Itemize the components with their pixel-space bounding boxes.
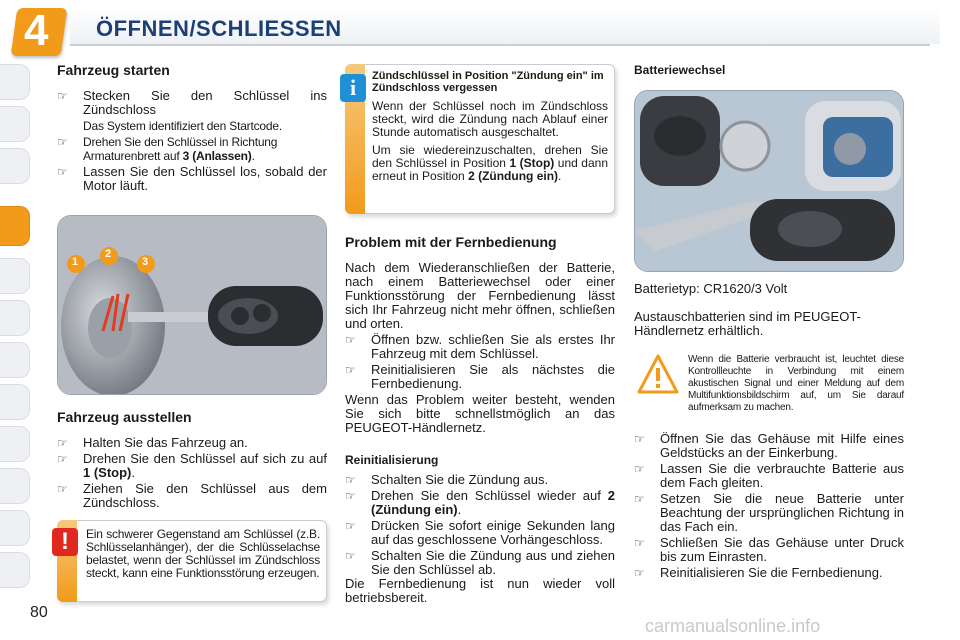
side-tab-9[interactable] [0, 426, 30, 462]
info-icon: i [340, 74, 366, 102]
problem-section [345, 235, 615, 605]
exclamation-icon: ! [52, 528, 78, 556]
battery-step-3: ☞ Setzen Sie die neue Batterie unter Beachtung der ursprünglichen Richtung in das Fach ein. [634, 491, 904, 534]
hand-pointer-icon: ☞ [345, 473, 356, 487]
problem-heading: Problem mit der Fernbedienung [345, 234, 557, 250]
reinit-bullet-1: ☞ Schalten Sie die Zündung aus. [345, 472, 549, 487]
reinit-bullet-4: ☞ Schalten Sie die Zündung aus und ziehen Sie den Schlüssel ab. [345, 548, 615, 577]
battery-step-1: ☞ Öffnen Sie das Gehäuse mit Hilfe eines Geldstücks an der Einkerbung. [634, 431, 904, 460]
battery-step-5: ☞ Reinitialisieren Sie die Fernbedienung. [634, 565, 883, 580]
battery-illustration [635, 91, 904, 272]
reinit-bullet-2: ☞ Drehen Sie den Schlüssel wieder auf 2 (Zündung ein). [345, 488, 615, 517]
side-tab-1[interactable] [0, 64, 30, 100]
start-bullet-2: ☞ Drehen Sie den Schlüssel in Richtung Armaturenbrett auf 3 (Anlassen). [57, 135, 278, 163]
hand-pointer-icon: ☞ [57, 482, 68, 496]
battery-steps [634, 430, 904, 580]
problem-bullet-2: ☞ Reinitialisieren Sie als nächstes die Fernbedienung. [345, 362, 615, 391]
side-tab-11[interactable] [0, 510, 30, 546]
start-bullet-1: ☞ Stecken Sie den Schlüssel ins Zündschloss [57, 88, 327, 117]
hand-pointer-icon: ☞ [57, 436, 68, 450]
reinit-heading: Reinitialisierung [345, 453, 439, 467]
side-tab-5[interactable] [0, 258, 30, 294]
warning-text: Ein schwerer Gegenstand am Schlüssel (z.B. Schlüsselanhänger), der die Schlüsselachse belastet, wenn der Schlüssel im Zündschloss steckt, kann eine Funktionsstörung erzeugen. [86, 527, 320, 580]
hand-pointer-icon: ☞ [57, 89, 68, 103]
side-tab-active[interactable] [0, 206, 30, 246]
hand-pointer-icon: ☞ [345, 363, 356, 377]
hand-pointer-icon: ☞ [634, 432, 645, 446]
start-bullet-3: ☞ Lassen Sie den Schlüssel los, sobald der Motor läuft. [57, 164, 327, 193]
problem-after: Wenn das Problem weiter besteht, wenden Sie sich bitte schnellstmöglich an das PEUGEOT-Händlernetz. [345, 392, 615, 435]
side-tab-8[interactable] [0, 384, 30, 420]
hand-pointer-icon: ☞ [634, 492, 645, 506]
callout-3: 3 [142, 256, 149, 268]
start-section [57, 63, 327, 193]
watermark: carmanualsonline.info [645, 616, 821, 636]
reinit-final: Die Fernbedienung ist nun wieder voll betriebsbereit. [345, 576, 615, 605]
info-content [372, 70, 608, 183]
hand-pointer-icon: ☞ [345, 333, 356, 347]
header-divider [70, 44, 930, 46]
side-tab-10[interactable] [0, 468, 30, 504]
hand-pointer-icon: ☞ [345, 549, 356, 563]
ignition-illustration [58, 216, 327, 395]
page-title: ÖFFNEN/SCHLIESSEN [96, 16, 342, 41]
battery-info [634, 282, 904, 338]
hand-pointer-icon: ☞ [634, 566, 645, 580]
hand-pointer-icon: ☞ [345, 489, 356, 503]
stop-heading: Fahrzeug ausstellen [57, 409, 192, 425]
battery-warning-text: Wenn die Batterie verbraucht ist, leuchtet diese Kontrollleuchte in Verbindung mit einem akustischen Signal und einer Meldung auf dem Multifunktionsbildschirm auf, um Sie darauf aufmerksam zu machen. [688, 354, 904, 413]
hand-pointer-icon: ☞ [634, 536, 645, 550]
stop-bullet-2: ☞ Drehen Sie den Schlüssel auf sich zu auf 1 (Stop). [57, 451, 327, 480]
stop-bullet-1: ☞ Halten Sie das Fahrzeug an. [57, 435, 248, 450]
battery-heading-wrap [634, 63, 904, 77]
start-heading: Fahrzeug starten [57, 62, 170, 78]
side-tab-2[interactable] [0, 106, 30, 142]
ignition-key-photo [57, 215, 327, 395]
side-tab-7[interactable] [0, 342, 30, 378]
reinit-bullet-3: ☞ Drücken Sie sofort einige Sekunden lang auf das geschlossene Vorhängeschloss. [345, 518, 615, 547]
info-paragraph-2: Um sie wiedereinzuschalten, drehen Sie den Schlüssel in Position 1 (Stop) und dann erneut in Position 2 (Zündung ein). [372, 143, 609, 183]
hand-pointer-icon: ☞ [345, 519, 356, 533]
info-paragraph-1: Wenn der Schlüssel noch im Zündschloss steckt, wird die Zündung nach Ablauf einer Stunde automatisch ausgeschaltet. [372, 99, 608, 139]
hand-pointer-icon: ☞ [57, 165, 68, 179]
info-title: Zündschlüssel in Position "Zündung ein" im Zündschloss vergessen [372, 70, 604, 94]
callout-2: 2 [105, 248, 112, 260]
hand-pointer-icon: ☞ [57, 135, 68, 149]
battery-dealer: Austauschbatterien sind im PEUGEOT-Händlernetz erhältlich. [634, 309, 861, 338]
battery-type: Batterietyp: CR1620/3 Volt [634, 281, 788, 296]
stop-section [57, 410, 327, 510]
page-number: 80 [30, 604, 48, 621]
warning-triangle-icon [636, 352, 680, 396]
start-note: Das System identifiziert den Startcode. [83, 119, 282, 133]
battery-photo [634, 90, 904, 272]
battery-step-2: ☞ Lassen Sie die verbrauchte Batterie aus dem Fach gleiten. [634, 461, 904, 490]
callout-1: 1 [72, 256, 79, 268]
problem-bullet-1: ☞ Öffnen bzw. schließen Sie als erstes Ihr Fahrzeug mit dem Schlüssel. [345, 332, 615, 361]
side-tab-6[interactable] [0, 300, 30, 336]
battery-step-4: ☞ Schließen Sie das Gehäuse unter Druck bis zum Einrasten. [634, 535, 904, 564]
chapter-number: 4 [24, 6, 49, 55]
hand-pointer-icon: ☞ [57, 452, 68, 466]
battery-heading: Batteriewechsel [634, 63, 726, 77]
hand-pointer-icon: ☞ [634, 462, 645, 476]
problem-text: Nach dem Wiederanschließen der Batterie, nach einem Batteriewechsel oder einer Funktionsstörung der Fernbedienung lässt sich Ihr Fahrzeug nicht mehr öffnen, schließen und orten. [345, 260, 615, 331]
side-tab-3[interactable] [0, 148, 30, 184]
stop-bullet-3: ☞ Ziehen Sie den Schlüssel aus dem Zündschloss. [57, 481, 327, 510]
side-tab-12[interactable] [0, 552, 30, 588]
